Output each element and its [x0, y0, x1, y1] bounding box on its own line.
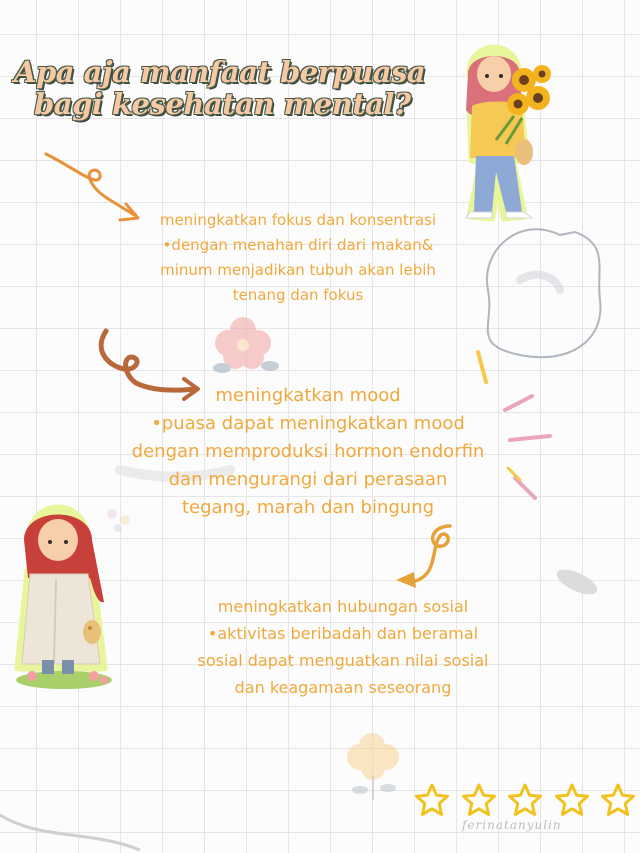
arrow-icon — [40, 148, 150, 228]
benefit-line: dan keagamaan seseorang — [234, 678, 452, 697]
star-icon — [414, 782, 450, 818]
benefit-section-social — [168, 593, 518, 701]
benefit-line: tegang, marah dan bingung — [181, 497, 435, 518]
benefit-line: dengan memproduksi hormon endorfin — [131, 441, 485, 462]
star-icon — [461, 782, 497, 818]
dash-deco — [510, 436, 550, 440]
dash-deco — [515, 478, 535, 498]
star-icon — [554, 782, 590, 818]
benefit-heading: meningkatkan mood — [215, 385, 401, 406]
arrow-icon — [392, 520, 462, 595]
benefit-line: •aktivitas beribadah dan beramal — [207, 624, 479, 643]
dash-deco — [478, 352, 486, 382]
benefit-line: dan mengurangi dari perasaan — [168, 469, 448, 490]
benefit-line: sosial dapat menguatkan nilai sosial — [197, 651, 489, 670]
flower-icon — [347, 733, 399, 800]
dash-deco — [505, 396, 532, 410]
signature-watermark: ferinatanyulin — [462, 818, 562, 832]
leaf-shape — [553, 565, 600, 600]
benefit-section-focus — [138, 208, 458, 308]
star-icon — [507, 782, 543, 818]
flower-icon — [213, 317, 279, 373]
page-title — [14, 56, 474, 120]
title-line-2: bagi kesehatan mental? — [34, 87, 411, 121]
benefit-section-mood — [108, 382, 508, 522]
title-line-1: Apa aja manfaat berpuasa — [14, 55, 426, 89]
scribble-blob — [487, 229, 601, 357]
benefit-line: minum menjadikan tubuh akan lebih — [160, 261, 436, 279]
star-rating — [414, 782, 636, 818]
benefit-line: •puasa dapat meningkatkan mood — [151, 413, 465, 434]
star-icon — [600, 782, 636, 818]
hijab-girl-illustration — [8, 500, 123, 695]
benefit-heading: meningkatkan hubungan sosial — [217, 597, 469, 616]
benefit-line: •dengan menahan diri dari makan& — [162, 236, 434, 254]
benefit-heading: meningkatkan fokus dan konsentrasi — [159, 211, 437, 229]
benefit-line: tenang dan fokus — [232, 286, 364, 304]
